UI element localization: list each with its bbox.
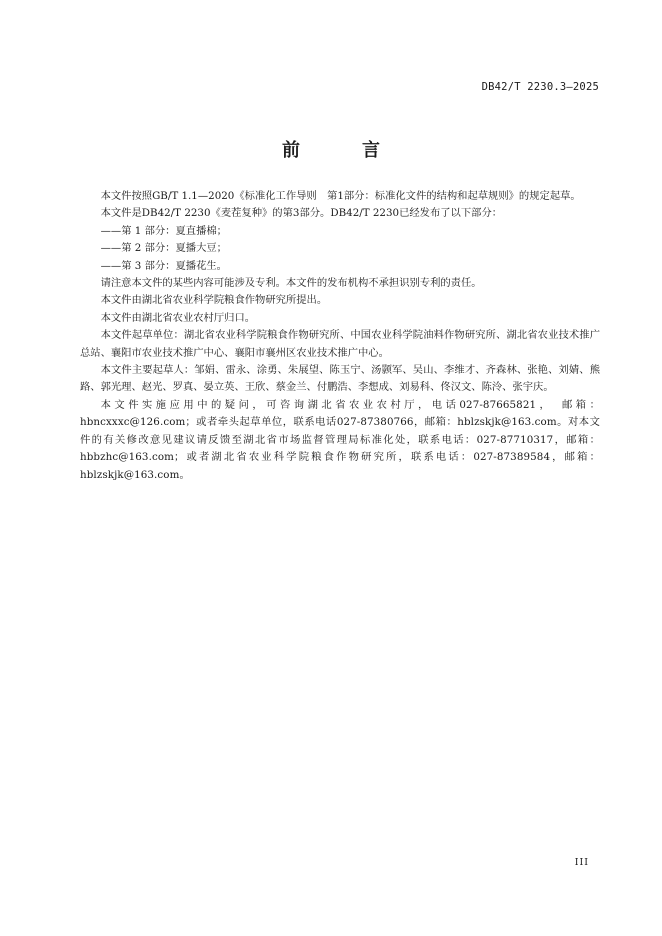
list-item: ——第 3 部分：夏播花生。 [100, 259, 227, 272]
paragraph-drafting-rule: 本文件按照GB/T 1.1—2020《标准化工作导则 第1部分：标准化文件的结构和起草规则》的规定起草。 [100, 190, 581, 202]
paragraph-contact-info: 本文件实施应用中的疑问，可咨询湖北省农业农村厅，电话027-87665821， 邮箱：hbncxxxc@126.com；或者牵头起草单位，联系电话027-87380766，邮箱：hblzskjk@163.com。对本文件的有关修改意见建议请反馈至湖北省市场监督管理局标准化处，联系电话：027-87710317，邮箱：hbbzhc@163.com；或者湖北省农业科学院粮食作物研究所，联系电话：027-87389584，邮箱：hblzskjk@163.com。 [80, 398, 600, 481]
paragraph-drafting-units: 本文件起草单位：湖北省农业科学院粮食作物研究所、中国农业科学院油料作物研究所、湖北省农业技术推广总站、襄阳市农业技术推广中心、襄阳市襄州区农业技术推广中心。 [80, 329, 600, 359]
paragraph-patent-notice: 请注意本文件的某些内容可能涉及专利。本文件的发布机构不承担识别专利的责任。 [100, 277, 482, 290]
paragraph-drafters: 本文件主要起草人：邹娟、雷永、涂勇、朱展望、陈玉宁、汤颢军、吴山、李维才、齐森林、张艳、刘婧、熊路、郭光理、赵光、罗真、晏立英、王欣、蔡金兰、付鹏浩、李想成、刘易科、佟汉文、陈泠、张宇庆。 [80, 364, 600, 394]
paragraph-part-info: 本文件是DB42/T 2230《麦茬复种》的第3部分。DB42/T 2230已经发布了以下部分： [100, 207, 503, 220]
page-title: 前 言 [282, 140, 402, 161]
paragraph-proposer: 本文件由湖北省农业科学院粮食作物研究所提出。 [100, 294, 328, 307]
list-item: ——第 2 部分：夏播大豆； [100, 242, 227, 255]
page-number: III [574, 857, 589, 868]
paragraph-administrator: 本文件由湖北省农业农村厅归口。 [100, 311, 256, 324]
document-code: DB42/T 2230.3—2025 [481, 81, 599, 93]
document-body [80, 188, 600, 484]
list-item: ——第 1 部分：夏直播棉； [100, 224, 227, 237]
